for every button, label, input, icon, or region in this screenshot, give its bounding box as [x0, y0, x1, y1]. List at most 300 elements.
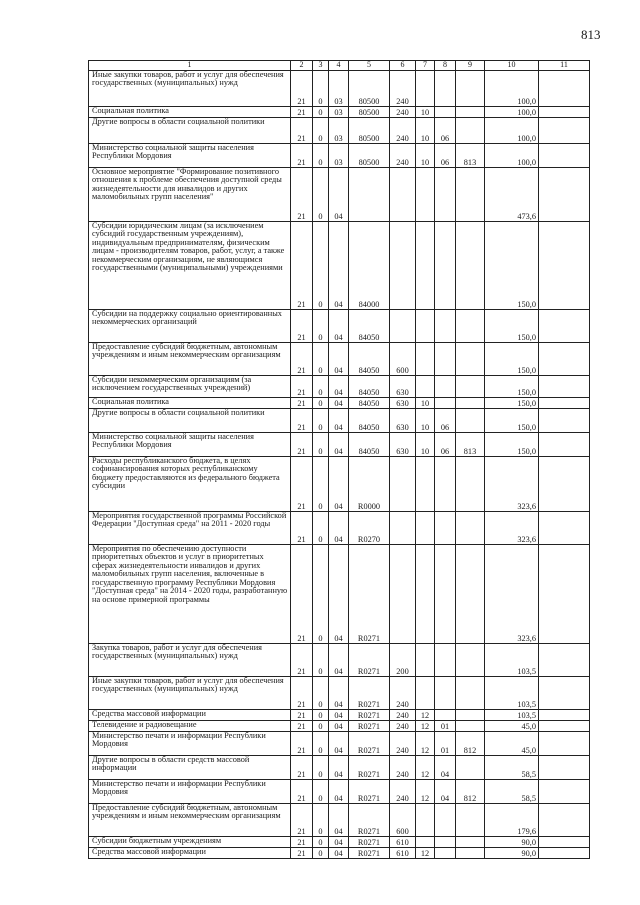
table-cell-col8 — [435, 512, 456, 545]
column-header-4: 4 — [329, 61, 349, 71]
table-cell-col9: 812 — [456, 780, 485, 804]
table-cell-col9 — [456, 118, 485, 144]
table-cell-col5: R0271 — [349, 721, 390, 732]
table-cell-col5: R0271 — [349, 732, 390, 756]
table-cell-col7 — [416, 376, 435, 398]
table-cell-col6: 630 — [390, 409, 416, 433]
table-cell-col3: 0 — [313, 71, 329, 107]
table-cell-col7 — [416, 644, 435, 677]
table-cell-col3: 0 — [313, 409, 329, 433]
table-cell-col3: 0 — [313, 457, 329, 512]
table-cell-col3: 0 — [313, 721, 329, 732]
table-cell-col3: 0 — [313, 848, 329, 859]
table-cell-col8 — [435, 376, 456, 398]
table-cell-col11 — [539, 168, 590, 222]
table-cell-col7 — [416, 310, 435, 343]
table-cell-col11 — [539, 398, 590, 409]
table-cell-col6 — [390, 168, 416, 222]
table-cell-col2: 21 — [291, 168, 313, 222]
table-cell-col8 — [435, 168, 456, 222]
table-cell-col4: 04 — [329, 780, 349, 804]
table-cell-col2: 21 — [291, 732, 313, 756]
table-cell-col8 — [435, 457, 456, 512]
table-row — [89, 310, 590, 343]
table-cell-col7 — [416, 168, 435, 222]
table-cell-col5: R0271 — [349, 804, 390, 837]
table-cell-col10: 150,0 — [485, 343, 539, 376]
table-cell-col3: 0 — [313, 710, 329, 721]
column-header-1: 1 — [89, 61, 291, 71]
table-cell-col8: 04 — [435, 756, 456, 780]
table-row — [89, 644, 590, 677]
table-cell-col9 — [456, 644, 485, 677]
column-header-5: 5 — [349, 61, 390, 71]
table-cell-col4: 04 — [329, 222, 349, 310]
table-cell-col2: 21 — [291, 409, 313, 433]
table-cell-col1: Средства массовой информации — [89, 848, 291, 859]
table-cell-col7 — [416, 71, 435, 107]
table-cell-col10: 323,6 — [485, 457, 539, 512]
table-cell-col7 — [416, 343, 435, 376]
table-cell-col4: 03 — [329, 71, 349, 107]
table-cell-col2: 21 — [291, 376, 313, 398]
table-cell-col10: 100,0 — [485, 71, 539, 107]
table-row — [89, 512, 590, 545]
table-cell-col7 — [416, 222, 435, 310]
table-cell-col3: 0 — [313, 168, 329, 222]
table-cell-col7: 12 — [416, 780, 435, 804]
table-cell-col3: 0 — [313, 804, 329, 837]
table-cell-col6: 630 — [390, 398, 416, 409]
table-cell-col2: 21 — [291, 756, 313, 780]
table-cell-col10: 150,0 — [485, 310, 539, 343]
table-cell-col11 — [539, 756, 590, 780]
table-cell-col6: 240 — [390, 677, 416, 710]
table-cell-col2: 21 — [291, 398, 313, 409]
table-cell-col10: 103,5 — [485, 710, 539, 721]
table-cell-col1: Социальная политика — [89, 107, 291, 118]
table-cell-col2: 21 — [291, 433, 313, 457]
table-cell-col8 — [435, 848, 456, 859]
table-cell-col8: 01 — [435, 721, 456, 732]
table-row — [89, 457, 590, 512]
table-cell-col1: Другие вопросы в области средств массовой информации — [89, 756, 291, 780]
table-cell-col11 — [539, 310, 590, 343]
table-cell-col5: 84050 — [349, 398, 390, 409]
table-cell-col4: 04 — [329, 732, 349, 756]
header-row — [89, 61, 590, 71]
table-row — [89, 804, 590, 837]
table-cell-col5: 84050 — [349, 343, 390, 376]
table-cell-col8: 04 — [435, 780, 456, 804]
table-cell-col5: R0271 — [349, 756, 390, 780]
table-cell-col6: 240 — [390, 710, 416, 721]
table-cell-col1: Другие вопросы в области социальной политики — [89, 409, 291, 433]
table-cell-col3: 0 — [313, 222, 329, 310]
table-cell-col6: 610 — [390, 837, 416, 848]
table-cell-col3: 0 — [313, 343, 329, 376]
table-cell-col9: 812 — [456, 732, 485, 756]
table-cell-col3: 0 — [313, 118, 329, 144]
table-cell-col5 — [349, 168, 390, 222]
table-row — [89, 71, 590, 107]
table-cell-col2: 21 — [291, 343, 313, 376]
table-cell-col1: Мероприятия государственной программы Российской Федерации "Доступная среда" на 2011 - 2020 годы — [89, 512, 291, 545]
table-cell-col3: 0 — [313, 376, 329, 398]
table-cell-col7: 12 — [416, 848, 435, 859]
table-cell-col6: 240 — [390, 721, 416, 732]
table-cell-col9 — [456, 71, 485, 107]
column-header-6: 6 — [390, 61, 416, 71]
table-cell-col10: 58,5 — [485, 756, 539, 780]
table-cell-col5: R0271 — [349, 710, 390, 721]
table-cell-col8 — [435, 107, 456, 118]
table-cell-col9 — [456, 343, 485, 376]
table-cell-col4: 04 — [329, 310, 349, 343]
table-cell-col1: Субсидии бюджетным учреждениям — [89, 837, 291, 848]
table-cell-col5: 80500 — [349, 71, 390, 107]
table-row — [89, 780, 590, 804]
table-cell-col11 — [539, 512, 590, 545]
table-cell-col8 — [435, 804, 456, 837]
table-cell-col3: 0 — [313, 732, 329, 756]
table-row — [89, 376, 590, 398]
table-cell-col9 — [456, 376, 485, 398]
table-cell-col5: 84050 — [349, 409, 390, 433]
budget-table — [88, 60, 590, 859]
table-cell-col3: 0 — [313, 780, 329, 804]
table-cell-col7 — [416, 457, 435, 512]
table-cell-col6 — [390, 310, 416, 343]
table-cell-col5: R0271 — [349, 780, 390, 804]
table-cell-col9 — [456, 677, 485, 710]
table-row — [89, 168, 590, 222]
table-cell-col9 — [456, 310, 485, 343]
table-cell-col9 — [456, 545, 485, 644]
table-cell-col7: 10 — [416, 144, 435, 168]
table-cell-col6: 240 — [390, 756, 416, 780]
column-header-7: 7 — [416, 61, 435, 71]
table-cell-col11 — [539, 710, 590, 721]
table-cell-col5: 80500 — [349, 144, 390, 168]
table-row — [89, 837, 590, 848]
table-cell-col5: R0271 — [349, 837, 390, 848]
table-cell-col1: Закупка товаров, работ и услуг для обеспечения государственных (муниципальных) нужд — [89, 644, 291, 677]
table-cell-col1: Мероприятия по обеспечению доступности приоритетных объектов и услуг в приоритетных сферах жизнедеятельности инвалидов и других маломобильных групп населения, включенные в государственную программу Республики Мордовия "Доступная среда" на 2014 - 2020 годы, разработанную на основе примерной программы — [89, 545, 291, 644]
table-cell-col11 — [539, 433, 590, 457]
table-cell-col1: Иные закупки товаров, работ и услуг для обеспечения государственных (муниципальных) нужд — [89, 677, 291, 710]
table-body — [89, 71, 590, 859]
page-number: 813 — [581, 27, 601, 42]
table-cell-col5: R0270 — [349, 512, 390, 545]
table-row — [89, 398, 590, 409]
table-cell-col3: 0 — [313, 144, 329, 168]
table-cell-col2: 21 — [291, 780, 313, 804]
table-cell-col10: 58,5 — [485, 780, 539, 804]
table-cell-col9 — [456, 837, 485, 848]
table-cell-col8 — [435, 710, 456, 721]
table-cell-col10: 150,0 — [485, 398, 539, 409]
table-cell-col6: 610 — [390, 848, 416, 859]
table-cell-col10: 150,0 — [485, 222, 539, 310]
table-row — [89, 721, 590, 732]
table-cell-col8 — [435, 222, 456, 310]
table-cell-col9 — [456, 710, 485, 721]
table-cell-col1: Министерство социальной защиты населения Республики Мордовия — [89, 144, 291, 168]
table-cell-col1: Субсидии юридическим лицам (за исключением субсидий государственным учреждениям), индивидуальным предпринимателям, физическим лицам - производителям товаров, работ, услуг, а также некоммерческим организациям, не являющимся государственными (муниципальными) учреждениями — [89, 222, 291, 310]
table-cell-col4: 04 — [329, 756, 349, 780]
table-cell-col11 — [539, 644, 590, 677]
table-cell-col10: 45,0 — [485, 732, 539, 756]
table-cell-col10: 45,0 — [485, 721, 539, 732]
table-cell-col10: 100,0 — [485, 118, 539, 144]
table-cell-col4: 04 — [329, 409, 349, 433]
table-cell-col3: 0 — [313, 433, 329, 457]
table-cell-col11 — [539, 71, 590, 107]
table-cell-col11 — [539, 343, 590, 376]
table-cell-col3: 0 — [313, 756, 329, 780]
table-cell-col11 — [539, 804, 590, 837]
table-cell-col1: Телевидение и радиовещание — [89, 721, 291, 732]
table-cell-col9 — [456, 756, 485, 780]
table-cell-col8 — [435, 837, 456, 848]
table-cell-col5: R0271 — [349, 644, 390, 677]
table-row — [89, 409, 590, 433]
table-header — [89, 61, 590, 71]
table-cell-col4: 04 — [329, 804, 349, 837]
table-cell-col4: 04 — [329, 721, 349, 732]
table-cell-col2: 21 — [291, 118, 313, 144]
table-cell-col3: 0 — [313, 310, 329, 343]
table-cell-col6: 630 — [390, 376, 416, 398]
table-cell-col6: 240 — [390, 71, 416, 107]
table-cell-col8: 06 — [435, 144, 456, 168]
table-cell-col6: 240 — [390, 118, 416, 144]
table-cell-col2: 21 — [291, 310, 313, 343]
table-cell-col4: 04 — [329, 376, 349, 398]
table-cell-col8 — [435, 71, 456, 107]
table-cell-col2: 21 — [291, 710, 313, 721]
table-cell-col9 — [456, 721, 485, 732]
table-cell-col10: 473,6 — [485, 168, 539, 222]
table-cell-col11 — [539, 144, 590, 168]
table-row — [89, 144, 590, 168]
table-row — [89, 677, 590, 710]
table-cell-col11 — [539, 848, 590, 859]
table-cell-col1: Предоставление субсидий бюджетным, автономным учреждениям и иным некоммерческим организациям — [89, 804, 291, 837]
table-cell-col7: 12 — [416, 732, 435, 756]
table-cell-col11 — [539, 780, 590, 804]
table-cell-col8 — [435, 343, 456, 376]
column-header-2: 2 — [291, 61, 313, 71]
table-cell-col4: 04 — [329, 677, 349, 710]
table-cell-col8: 06 — [435, 409, 456, 433]
table-cell-col2: 21 — [291, 144, 313, 168]
table-cell-col2: 21 — [291, 71, 313, 107]
table-cell-col11 — [539, 545, 590, 644]
table-cell-col1: Министерство социальной защиты населения Республики Мордовия — [89, 433, 291, 457]
table-row — [89, 118, 590, 144]
table-cell-col10: 179,6 — [485, 804, 539, 837]
table-cell-col9: 813 — [456, 144, 485, 168]
table-cell-col3: 0 — [313, 837, 329, 848]
table-cell-col4: 04 — [329, 512, 349, 545]
table-row — [89, 343, 590, 376]
table-cell-col4: 03 — [329, 118, 349, 144]
table-cell-col1: Министерство печати и информации Республики Мордовия — [89, 780, 291, 804]
table-cell-col11 — [539, 677, 590, 710]
table-cell-col1: Министерство печати и информации Республики Мордовия — [89, 732, 291, 756]
table-cell-col9 — [456, 409, 485, 433]
table-row — [89, 433, 590, 457]
table-cell-col4: 04 — [329, 848, 349, 859]
table-cell-col2: 21 — [291, 721, 313, 732]
table-cell-col2: 21 — [291, 837, 313, 848]
table-cell-col5: 84050 — [349, 310, 390, 343]
table-cell-col1: Расходы республиканского бюджета, в целях софинансирования которых республиканскому бюджету предоставляются из федерального бюджета субсидии — [89, 457, 291, 512]
table-cell-col7: 10 — [416, 118, 435, 144]
table-cell-col9 — [456, 512, 485, 545]
table-cell-col10: 150,0 — [485, 376, 539, 398]
table-cell-col9 — [456, 457, 485, 512]
column-header-10: 10 — [485, 61, 539, 71]
table-cell-col9 — [456, 848, 485, 859]
table-cell-col5: 80500 — [349, 118, 390, 144]
table-cell-col5: R0271 — [349, 848, 390, 859]
table-cell-col5: R0271 — [349, 677, 390, 710]
table-row — [89, 545, 590, 644]
table-cell-col7: 10 — [416, 107, 435, 118]
table-cell-col10: 103,5 — [485, 677, 539, 710]
table-cell-col2: 21 — [291, 512, 313, 545]
table-cell-col8 — [435, 644, 456, 677]
table-cell-col1: Социальная политика — [89, 398, 291, 409]
table-cell-col11 — [539, 118, 590, 144]
table-cell-col11 — [539, 107, 590, 118]
table-cell-col6 — [390, 222, 416, 310]
table-cell-col6: 240 — [390, 107, 416, 118]
table-cell-col6: 630 — [390, 433, 416, 457]
table-cell-col3: 0 — [313, 107, 329, 118]
table-cell-col8: 06 — [435, 433, 456, 457]
table-cell-col1: Основное мероприятие "Формирование позитивного отношения к проблеме обеспечения доступной среды жизнедеятельности для инвалидов и других маломобильных групп населения" — [89, 168, 291, 222]
table-cell-col3: 0 — [313, 644, 329, 677]
table-cell-col4: 04 — [329, 398, 349, 409]
table-cell-col4: 04 — [329, 433, 349, 457]
table-cell-col11 — [539, 409, 590, 433]
table-cell-col4: 04 — [329, 343, 349, 376]
table-cell-col6 — [390, 545, 416, 644]
table-cell-col8 — [435, 545, 456, 644]
table-cell-col10: 103,5 — [485, 644, 539, 677]
table-cell-col5: R0000 — [349, 457, 390, 512]
table-cell-col7 — [416, 837, 435, 848]
table-cell-col1: Средства массовой информации — [89, 710, 291, 721]
table-cell-col1: Субсидии некоммерческим организациям (за исключением государственных учреждений) — [89, 376, 291, 398]
table-cell-col6: 600 — [390, 343, 416, 376]
table-cell-col11 — [539, 837, 590, 848]
table-cell-col5: 84050 — [349, 433, 390, 457]
table-cell-col1: Субсидии на поддержку социально ориентированных некоммерческих организаций — [89, 310, 291, 343]
table-cell-col6: 240 — [390, 780, 416, 804]
table-row — [89, 710, 590, 721]
table-cell-col10: 323,6 — [485, 545, 539, 644]
table-cell-col8 — [435, 677, 456, 710]
table-cell-col5: R0271 — [349, 545, 390, 644]
table-cell-col7 — [416, 512, 435, 545]
table-cell-col2: 21 — [291, 644, 313, 677]
table-cell-col11 — [539, 457, 590, 512]
table-cell-col9 — [456, 804, 485, 837]
table-row — [89, 732, 590, 756]
table-row — [89, 756, 590, 780]
table-cell-col11 — [539, 732, 590, 756]
table-cell-col5: 84000 — [349, 222, 390, 310]
table-cell-col8 — [435, 398, 456, 409]
column-header-3: 3 — [313, 61, 329, 71]
table-cell-col9 — [456, 107, 485, 118]
table-cell-col1: Предоставление субсидий бюджетным, автономным учреждениям и иным некоммерческим организациям — [89, 343, 291, 376]
table-cell-col6: 200 — [390, 644, 416, 677]
table-cell-col4: 04 — [329, 837, 349, 848]
table-cell-col9 — [456, 222, 485, 310]
table-cell-col9 — [456, 168, 485, 222]
table-cell-col2: 21 — [291, 545, 313, 644]
table-cell-col10: 323,6 — [485, 512, 539, 545]
table-cell-col10: 150,0 — [485, 433, 539, 457]
table-cell-col7: 12 — [416, 710, 435, 721]
table-cell-col3: 0 — [313, 512, 329, 545]
column-header-9: 9 — [456, 61, 485, 71]
table-row — [89, 107, 590, 118]
table-cell-col8: 01 — [435, 732, 456, 756]
table-cell-col4: 03 — [329, 107, 349, 118]
table-cell-col7: 10 — [416, 409, 435, 433]
table-cell-col11 — [539, 376, 590, 398]
table-cell-col4: 04 — [329, 457, 349, 512]
table-cell-col6: 240 — [390, 144, 416, 168]
table-cell-col4: 04 — [329, 644, 349, 677]
table-cell-col5: 80500 — [349, 107, 390, 118]
table-cell-col7: 10 — [416, 398, 435, 409]
table-cell-col7 — [416, 677, 435, 710]
table-cell-col5: 84050 — [349, 376, 390, 398]
table-cell-col4: 04 — [329, 545, 349, 644]
table-cell-col6: 600 — [390, 804, 416, 837]
table-cell-col7: 12 — [416, 721, 435, 732]
table-cell-col1: Иные закупки товаров, работ и услуг для обеспечения государственных (муниципальных) нужд — [89, 71, 291, 107]
table-cell-col2: 21 — [291, 848, 313, 859]
table-cell-col9: 813 — [456, 433, 485, 457]
table-cell-col9 — [456, 398, 485, 409]
table-cell-col6: 240 — [390, 732, 416, 756]
table-row — [89, 222, 590, 310]
column-header-11: 11 — [539, 61, 590, 71]
table-cell-col4: 03 — [329, 144, 349, 168]
table-cell-col11 — [539, 721, 590, 732]
table-cell-col4: 04 — [329, 168, 349, 222]
table-cell-col10: 100,0 — [485, 107, 539, 118]
table-cell-col10: 90,0 — [485, 837, 539, 848]
table-cell-col2: 21 — [291, 804, 313, 837]
table-cell-col8 — [435, 310, 456, 343]
table-cell-col3: 0 — [313, 398, 329, 409]
table-cell-col2: 21 — [291, 107, 313, 118]
table-cell-col3: 0 — [313, 545, 329, 644]
column-header-8: 8 — [435, 61, 456, 71]
table-cell-col4: 04 — [329, 710, 349, 721]
table-cell-col10: 100,0 — [485, 144, 539, 168]
